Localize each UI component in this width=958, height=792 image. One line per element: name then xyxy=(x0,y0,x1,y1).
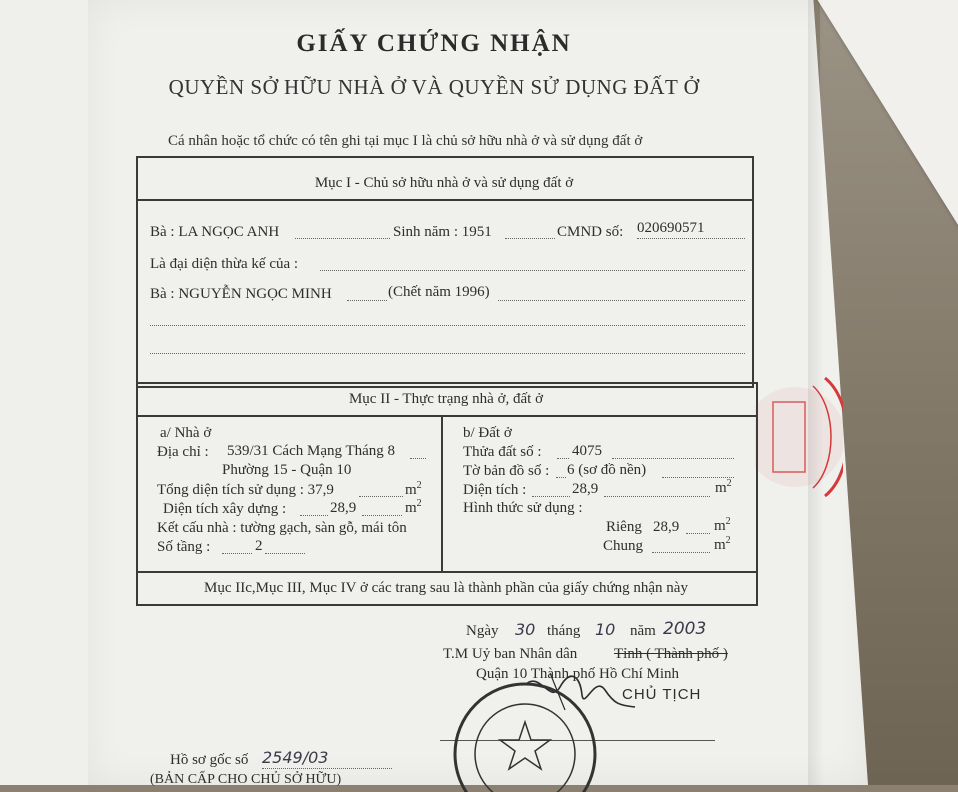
dotted-line xyxy=(262,768,392,769)
land-map-label: Tờ bản đồ số : xyxy=(463,463,550,479)
land-private-unit: $m^2$ xyxy=(714,516,731,534)
dotted-line xyxy=(347,300,387,301)
background-left-margin xyxy=(0,0,90,785)
chair-title: CHỦ TỊCH xyxy=(622,686,702,703)
land-shared-label: Chung xyxy=(603,538,644,554)
house-built-area-label: Diện tích xây dựng : xyxy=(163,501,287,517)
dotted-line xyxy=(320,270,745,271)
section1-heading-divider xyxy=(136,199,752,201)
section2-column-divider xyxy=(441,415,443,571)
house-total-area-unit: $m^2$ xyxy=(405,480,422,498)
dotted-line xyxy=(265,553,305,554)
certificate-title: GIẤY CHỨNG NHẬN xyxy=(296,30,572,57)
land-map-value: 6 (sơ đồ nền) xyxy=(567,462,647,478)
section1-heading: Mục I - Chủ sở hữu nhà ở và sử dụng đất ở xyxy=(314,175,574,191)
official-seal xyxy=(445,672,605,792)
house-floors-label: Số tầng : xyxy=(157,539,211,555)
date-year: 2003 xyxy=(663,619,707,639)
house-floors-value: 2 xyxy=(255,538,263,554)
land-area-value: 28,9 xyxy=(572,481,599,497)
house-built-area-unit: $m^2$ xyxy=(405,498,422,516)
section2-footer-divider xyxy=(136,571,756,573)
land-parcel-value: 4075 xyxy=(572,443,602,459)
dotted-line xyxy=(637,238,745,239)
dotted-line xyxy=(150,325,745,326)
dotted-line xyxy=(686,533,710,534)
committee-label: T.M Uỷ ban Nhân dân xyxy=(443,646,578,662)
date-month-label: tháng xyxy=(547,623,581,639)
dotted-line xyxy=(604,496,710,497)
dotted-line xyxy=(222,553,252,554)
dotted-line xyxy=(410,458,426,459)
date-year-label: năm xyxy=(630,623,656,639)
date-month: 10 xyxy=(595,620,616,639)
house-built-area-value: 28,9 xyxy=(330,500,357,516)
house-structure: Kết cấu nhà : tường gạch, sàn gỗ, mái tôn xyxy=(157,520,407,536)
house-address-line2: Phường 15 - Quận 10 xyxy=(222,462,352,478)
dotted-line xyxy=(150,353,745,354)
owner-name: Bà : LA NGỌC ANH xyxy=(150,224,280,240)
dotted-line xyxy=(652,552,710,553)
file-number-label: Hồ sơ gốc số xyxy=(170,752,249,768)
deceased-name: Bà : NGUYỄN NGỌC MINH xyxy=(150,286,332,302)
certificate-subtitle: QUYỀN SỞ HỮU NHÀ Ở VÀ QUYỀN SỬ DỤNG ĐẤT Ở xyxy=(168,75,700,99)
land-shared-unit: $m^2$ xyxy=(714,535,731,553)
province-struck: Tỉnh ( Thành phố ) xyxy=(614,646,728,662)
house-label: a/ Nhà ở xyxy=(160,425,212,441)
certificate-intro: Cá nhân hoặc tổ chức có tên ghi tại mục I là chủ sở hữu nhà ở và sử dụng đất ở xyxy=(168,133,643,149)
dotted-line xyxy=(556,477,566,478)
land-private-value: 28,9 xyxy=(653,519,680,535)
section2-heading: Mục II - Thực trạng nhà ở, đất ở xyxy=(348,391,544,407)
owner-birth-year: Sinh năm : 1951 xyxy=(393,224,492,240)
dotted-line xyxy=(498,300,745,301)
dotted-line xyxy=(505,238,555,239)
section2-heading-divider xyxy=(136,415,756,417)
land-label: b/ Đất ở xyxy=(463,425,512,441)
representative-label: Là đại diện thừa kế của : xyxy=(150,256,299,272)
copy-note: (BẢN CẤP CHO CHỦ SỞ HỮU) xyxy=(150,772,342,787)
date-day-label: Ngày xyxy=(466,623,499,639)
red-stamp xyxy=(755,372,843,502)
dotted-line xyxy=(612,458,734,459)
owner-id-label: CMND số: xyxy=(557,224,624,240)
land-area-label: Diện tích : xyxy=(463,482,527,498)
section2-footer-note: Mục IIc,Mục III, Mục IV ở các trang sau là thành phần của giấy chứng nhận này xyxy=(204,580,688,596)
date-day: 30 xyxy=(515,620,536,639)
dotted-line xyxy=(295,238,390,239)
dotted-line xyxy=(557,458,569,459)
dotted-line xyxy=(362,515,402,516)
land-parcel-label: Thửa đất số : xyxy=(463,444,542,460)
land-usage-label: Hình thức sử dụng : xyxy=(463,500,583,516)
owner-id-number: 020690571 xyxy=(637,220,705,236)
land-area-unit: $m^2$ xyxy=(715,478,732,496)
dotted-line xyxy=(359,496,403,497)
house-total-area: Tổng diện tích sử dụng : 37,9 xyxy=(157,482,334,498)
house-address-label: Địa chỉ : xyxy=(157,444,209,460)
land-private-label: Riêng xyxy=(606,519,642,535)
file-number: 2549/03 xyxy=(262,748,329,767)
dotted-line xyxy=(532,496,570,497)
dotted-line xyxy=(300,515,328,516)
house-address-line1: 539/31 Cách Mạng Tháng 8 xyxy=(227,443,396,459)
district-label: Quận 10 Thành phố Hồ Chí Minh xyxy=(476,666,680,682)
death-note: (Chết năm 1996) xyxy=(388,284,490,300)
